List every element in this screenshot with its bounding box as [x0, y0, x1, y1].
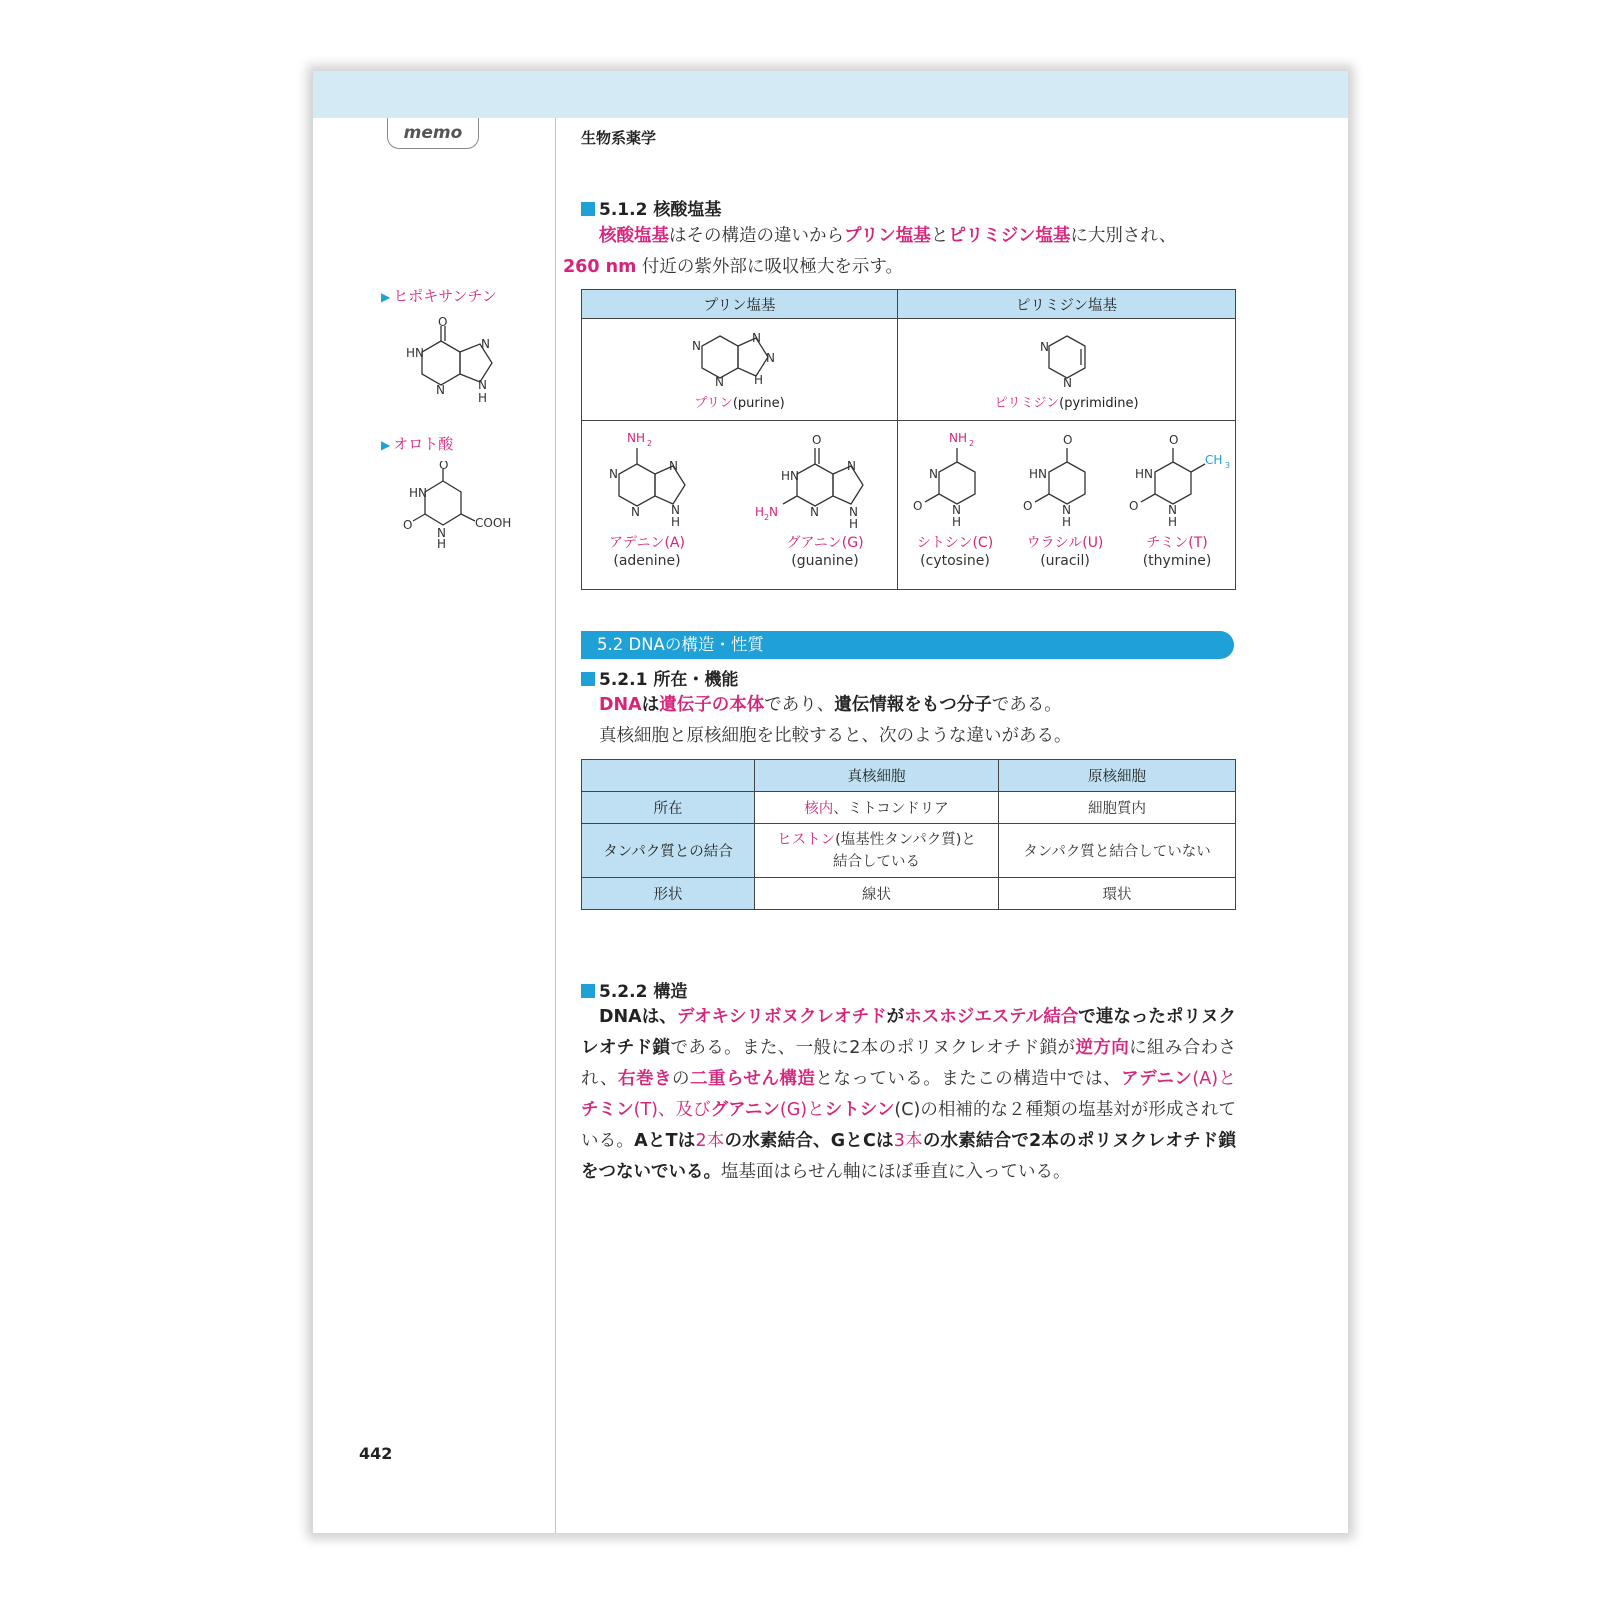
- svg-text:O: O: [1023, 499, 1033, 513]
- svg-text:N: N: [609, 467, 618, 481]
- text-span: はその構造の違いから: [669, 226, 844, 246]
- table-corner: [582, 760, 755, 792]
- table-cell: [755, 824, 999, 878]
- sidebar-item-label: オロト酸: [393, 435, 454, 453]
- svg-text:N: N: [929, 467, 938, 481]
- uracil-structure: [1015, 432, 1105, 528]
- svg-text:O: O: [1063, 433, 1073, 447]
- svg-text:N: N: [847, 459, 856, 473]
- svg-text:NH: NH: [949, 432, 967, 445]
- svg-text:N: N: [1039, 340, 1049, 354]
- text-span: であり、: [764, 695, 835, 715]
- text-span: の: [672, 1069, 690, 1089]
- square-bullet-icon: [581, 202, 595, 216]
- triangle-marker-icon: ▶: [381, 290, 391, 304]
- text-span: に組み合わされ、: [581, 1038, 1237, 1089]
- cytosine-name-jp: シトシン(C): [916, 535, 994, 551]
- term-gene-body: 遺伝子の本体: [659, 695, 765, 715]
- term-deoxyribonucleotide: デオキシリボヌクレオチド: [676, 1007, 887, 1027]
- svg-text:N: N: [1168, 503, 1177, 517]
- text-span: は: [641, 695, 660, 715]
- text-span: (C)の相補的な２種類の塩基対が形成されている。: [581, 1100, 1236, 1151]
- svg-text:HN: HN: [1135, 467, 1153, 481]
- svg-text:N: N: [769, 505, 778, 519]
- svg-text:N: N: [1062, 376, 1072, 390]
- text-span: である。: [991, 695, 1062, 715]
- text-span: 核内: [804, 801, 834, 817]
- term-nucleobase: 核酸塩基: [599, 226, 669, 246]
- section-heading-5-1-2: [581, 195, 721, 220]
- table-header-eukaryote: 真核細胞: [755, 760, 999, 792]
- thymine-name-en: (thymine): [1142, 553, 1212, 569]
- svg-text:HN: HN: [1029, 467, 1047, 481]
- svg-text:HN: HN: [781, 469, 799, 483]
- svg-text:COOH: COOH: [475, 516, 512, 530]
- text-span: に大別され、: [1070, 226, 1177, 246]
- svg-text:O: O: [403, 518, 413, 532]
- purine-name-jp: プリン: [694, 396, 733, 411]
- svg-text:N: N: [481, 337, 490, 351]
- text-span: の水素結合、: [724, 1131, 831, 1151]
- table-cell: 線状: [755, 878, 999, 910]
- cell-comparison-table: [581, 759, 1236, 910]
- term-dna: DNA: [599, 695, 642, 715]
- svg-text:H: H: [478, 391, 488, 405]
- term-double-helix: 二重らせん構造: [690, 1069, 816, 1089]
- text-span: AとTは: [634, 1131, 696, 1151]
- section-heading-5-2-2: [581, 977, 687, 1002]
- purine-cell: [582, 319, 898, 421]
- text-span: の水素結合で2本のポリヌクレオチド鎖をつないでいる。: [581, 1131, 1236, 1182]
- text-span: 、ミトコンドリア: [833, 801, 949, 817]
- term-adenine: アデニン: [1121, 1069, 1193, 1089]
- svg-text:H: H: [849, 517, 859, 530]
- purine-structure: [690, 320, 790, 390]
- term-two-bonds: 2本: [695, 1131, 725, 1151]
- text-span: (G)と: [779, 1100, 825, 1120]
- paragraph-dna-function: [581, 690, 1236, 721]
- table-header-prokaryote: 原核細胞: [999, 760, 1236, 792]
- svg-text:N: N: [952, 503, 961, 517]
- header-band: [313, 71, 1348, 118]
- svg-text:2: 2: [764, 513, 770, 522]
- uracil-name-en: (uracil): [1040, 553, 1090, 569]
- svg-text:2: 2: [969, 439, 975, 448]
- svg-text:H: H: [1168, 515, 1178, 528]
- pyrimidine-cell: [898, 319, 1236, 421]
- svg-text:N: N: [436, 383, 445, 397]
- svg-text:N: N: [714, 375, 724, 389]
- text-span: と: [930, 226, 949, 246]
- svg-text:HN: HN: [409, 486, 427, 500]
- term-wavelength: 260 nm: [563, 257, 637, 277]
- cytosine-name-en: (cytosine): [920, 553, 990, 569]
- svg-text:N: N: [751, 331, 761, 345]
- svg-text:N: N: [849, 505, 858, 519]
- term-thymine: チミン: [581, 1100, 634, 1120]
- svg-text:N: N: [765, 351, 775, 365]
- book-page: [313, 71, 1348, 1533]
- row-label-protein-binding: タンパク質との結合: [582, 824, 755, 878]
- adenine-label: [583, 534, 711, 570]
- pyrimidine-name-jp: ピリミジン: [994, 396, 1060, 411]
- svg-text:O: O: [1169, 433, 1179, 447]
- table-cell: [755, 792, 999, 824]
- svg-text:O: O: [913, 499, 923, 513]
- svg-text:H: H: [671, 515, 681, 529]
- svg-text:3: 3: [1225, 461, 1231, 470]
- svg-text:N: N: [810, 505, 819, 519]
- table-header-purine: プリン塩基: [582, 290, 898, 319]
- term-three-bonds: 3本: [893, 1131, 923, 1151]
- table-cell: タンパク質と結合していない: [999, 824, 1236, 878]
- svg-text:H: H: [753, 373, 763, 387]
- heading-text: 5.1.2 核酸塩基: [599, 200, 722, 220]
- row-label-shape: 形状: [582, 878, 755, 910]
- svg-text:H: H: [755, 505, 765, 519]
- nucleobase-table: [581, 289, 1236, 590]
- guanine-structure: [753, 434, 883, 530]
- sidebar-item-orotic-acid: [381, 433, 453, 454]
- thymine-name-jp: チミン(T): [1146, 535, 1208, 551]
- svg-text:O: O: [438, 316, 448, 329]
- text-span: (塩基性タンパク質)と: [835, 831, 976, 848]
- section-bar-5-2: 5.2 DNAの構造・性質: [581, 631, 1234, 659]
- subject-title: 生物系薬学: [581, 129, 657, 147]
- term-right-handed: 右巻き: [618, 1069, 672, 1089]
- svg-text:H: H: [437, 537, 447, 551]
- purine-name-en: (purine): [732, 396, 785, 411]
- guanine-name-jp: グアニン(G): [786, 535, 864, 551]
- svg-text:O: O: [439, 461, 449, 472]
- svg-text:O: O: [1129, 499, 1139, 513]
- heading-text: 5.2.1 所在・機能: [599, 670, 739, 690]
- orotic-acid-structure: [401, 461, 536, 555]
- text-span: 塩基面はらせん軸にほぼ垂直に入っている。: [721, 1162, 1071, 1182]
- term-cytosine: シトシン: [824, 1100, 895, 1120]
- adenine-name-jp: アデニン(A): [609, 535, 685, 551]
- pyrimidine-name-en: (pyrimidine): [1059, 396, 1139, 411]
- cytosine-label: [905, 534, 1005, 570]
- row-label-location: 所在: [582, 792, 755, 824]
- thymine-label: [1127, 534, 1227, 570]
- uracil-label: [1015, 534, 1115, 570]
- table-cell: 細胞質内: [999, 792, 1236, 824]
- term-guanine: グアニン: [710, 1100, 780, 1120]
- svg-text:N: N: [478, 378, 487, 392]
- svg-text:N: N: [437, 526, 446, 540]
- cytosine-structure: [905, 432, 995, 528]
- paragraph-compare: 真核細胞と原核細胞を比較すると、次のような違いがある。: [599, 726, 1072, 746]
- term-antiparallel: 逆方向: [1075, 1038, 1130, 1058]
- text-span: である。また、一般に2本のポリヌクレオチド鎖が: [670, 1038, 1076, 1058]
- square-bullet-icon: [581, 672, 595, 686]
- svg-text:N: N: [1062, 503, 1071, 517]
- text-span: GとCは: [830, 1131, 894, 1151]
- paragraph-dna-structure: [581, 1002, 1236, 1188]
- adenine-name-en: (adenine): [613, 553, 681, 569]
- margin-divider: [555, 118, 556, 1533]
- square-bullet-icon: [581, 984, 595, 998]
- svg-text:NH: NH: [627, 431, 645, 445]
- memo-tab: memo: [387, 118, 479, 149]
- thymine-structure: [1121, 432, 1231, 528]
- text-span: DNAは、: [599, 1007, 677, 1027]
- svg-text:O: O: [812, 434, 822, 447]
- triangle-marker-icon: ▶: [381, 438, 391, 452]
- section-heading-5-2-1: [581, 665, 738, 690]
- adenine-structure: [597, 430, 707, 530]
- text-span: (A)と: [1192, 1069, 1237, 1089]
- pyrimidine-bases-cell: [898, 421, 1236, 590]
- term-genetic-info: 遺伝情報をもつ分子: [834, 695, 992, 715]
- term-pyrimidine-base: ピリミジン塩基: [948, 226, 1071, 246]
- page-number: 442: [359, 1444, 393, 1463]
- svg-text:2: 2: [647, 439, 653, 448]
- text-span: ヒストン: [777, 831, 836, 848]
- svg-text:HN: HN: [406, 346, 424, 360]
- term-purine-base: プリン塩基: [844, 226, 931, 246]
- pyrimidine-structure: [1032, 320, 1102, 390]
- table-header-pyrimidine: ピリミジン塩基: [898, 290, 1236, 319]
- svg-text:N: N: [669, 459, 678, 473]
- text-span: が: [886, 1007, 905, 1027]
- table-cell: 環状: [999, 878, 1236, 910]
- purine-bases-cell: [582, 421, 898, 590]
- guanine-label: [761, 534, 889, 570]
- sidebar-item-label: ヒポキサンチン: [393, 287, 497, 305]
- text-span: となっている。またこの構造中では、: [815, 1069, 1122, 1089]
- svg-text:N: N: [691, 339, 701, 353]
- heading-text: 5.2.2 構造: [599, 982, 688, 1002]
- text-span: (T)、及び: [633, 1100, 711, 1120]
- text-span: 付近の紫外部に吸収極大を示す。: [636, 257, 903, 277]
- text-span: 結合している: [833, 853, 920, 870]
- svg-text:N: N: [631, 505, 640, 519]
- text-span: で連なったポリヌクレオチド鎖: [581, 1007, 1237, 1058]
- hypoxanthine-structure: [398, 316, 518, 415]
- paragraph-nucleobase: [563, 221, 1236, 283]
- svg-text:H: H: [1062, 515, 1072, 528]
- svg-text:CH: CH: [1205, 453, 1223, 467]
- sidebar-item-hypoxanthine: [381, 285, 497, 306]
- svg-text:H: H: [952, 515, 962, 528]
- guanine-name-en: (guanine): [791, 553, 859, 569]
- uracil-name-jp: ウラシル(U): [1026, 535, 1104, 551]
- svg-text:N: N: [671, 503, 680, 517]
- term-phosphodiester: ホスホジエステル結合: [904, 1007, 1079, 1027]
